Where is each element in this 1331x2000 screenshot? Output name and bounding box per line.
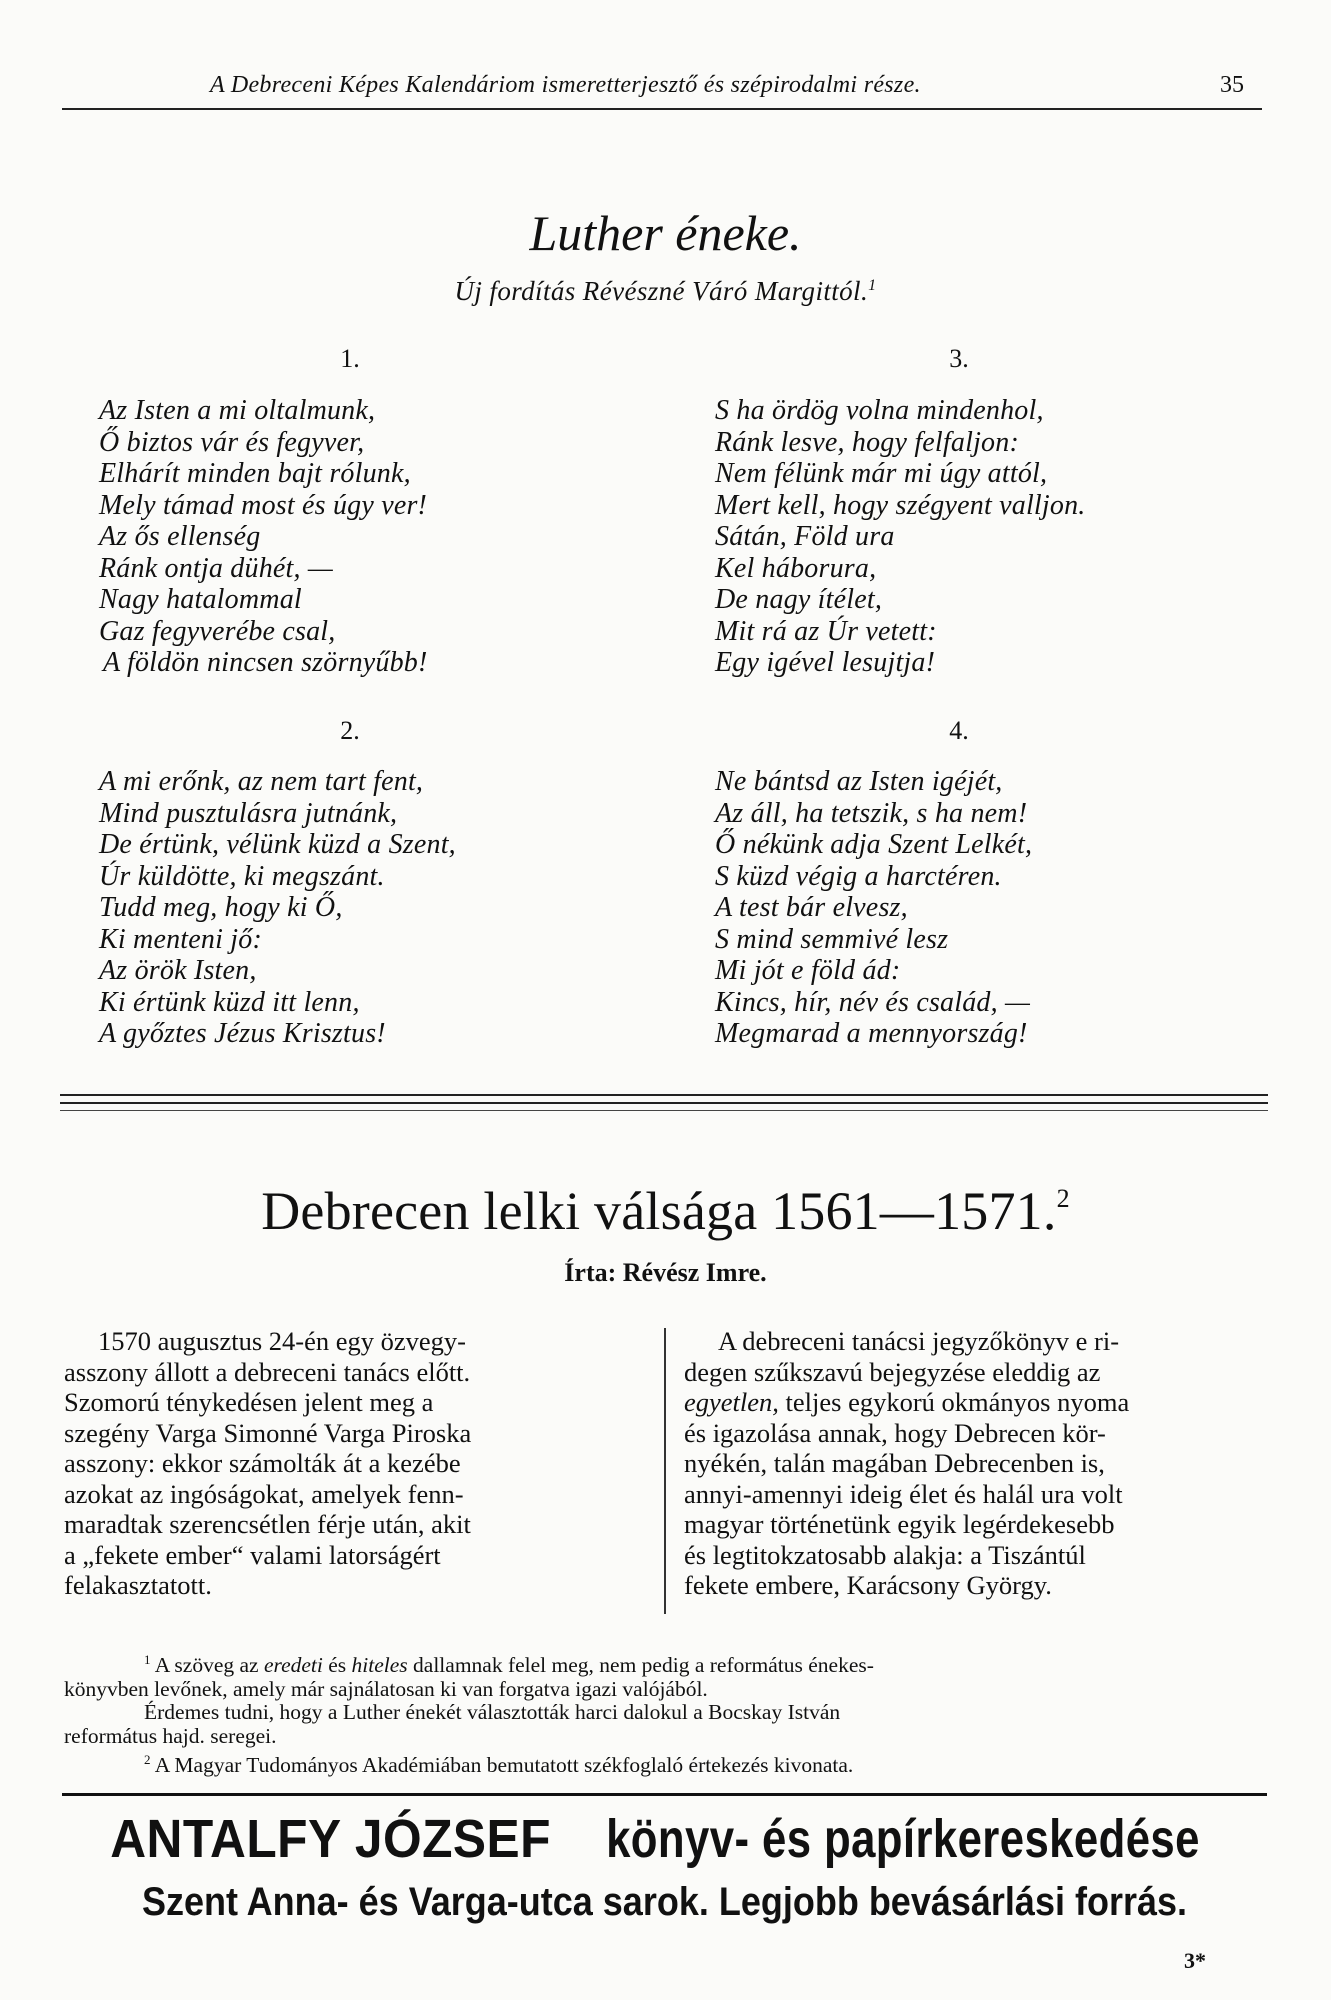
text-fragment: A Magyar Tudományos Akadémiában bemutatott székfoglaló értekezés kivonata. — [150, 1753, 854, 1778]
text-line: magyar történetünk egyik legérdekesebb — [684, 1509, 1115, 1539]
verse-line: Ránk ontja dühét, — — [99, 552, 333, 584]
text-line: felakasztatott. — [64, 1570, 212, 1600]
byline-label: Írta: — [564, 1258, 617, 1287]
stanza-number-1: 1. — [340, 344, 360, 373]
poem-title: Luther éneke. — [529, 205, 802, 261]
text-line: asszony: ekkor számolták át a kezébe — [64, 1448, 461, 1478]
verse-line: Tudd meg, hogy ki Ő, — [99, 892, 343, 923]
poem-subtitle — [0, 276, 1331, 307]
verse-line: Mind pusztulásra jutnánk, — [99, 797, 398, 829]
footnote-1 — [64, 1648, 1269, 1678]
verse-line: Kel háborura, — [715, 552, 877, 584]
verse-line: Ő nékünk adja Szent Lelkét, — [715, 829, 1033, 860]
poem-subtitle-text: Új fordítás Révészné Váró Margittól. — [454, 276, 869, 306]
stanza-number-2: 2. — [340, 716, 360, 745]
text-line: A debreceni tanácsi jegyzőkönyv e ri- — [718, 1326, 1120, 1356]
advert-address: Szent Anna- és Varga-utca sarok. Legjobb bevásárlási forrás. — [141, 1880, 1188, 1924]
page-number: 35 — [1220, 72, 1244, 98]
text-line: Szomorú ténykedésen jelent meg a — [64, 1387, 434, 1417]
text-line: és igazolása annak, hogy Debrecen kör- — [684, 1417, 1106, 1448]
verse-line: S mind semmivé lesz — [715, 923, 949, 955]
footnote-line: Érdemes tudni, hogy a Luther énekét választották harci dalokul a Bocskay István — [144, 1700, 841, 1725]
stanza-number-3: 3. — [949, 344, 969, 373]
footnote-mark: 2 — [144, 1752, 151, 1768]
text-line: asszony állott a debreceni tanács előtt. — [64, 1356, 471, 1387]
byline-author: Révész Imre. — [622, 1258, 767, 1287]
verse-line: Úr küldötte, ki megszánt. — [99, 860, 385, 892]
text-line: nyékén, talán magában Debrecenben is, — [684, 1448, 1105, 1478]
text-line: fekete embere, Karácsony György. — [684, 1570, 1052, 1600]
verse-line: Nem félünk már mi úgy attól, — [715, 458, 1048, 489]
verse-line: Nagy hatalommal — [99, 584, 302, 615]
byline — [0, 1258, 1331, 1288]
verse-line: Sátán, Föld ura — [715, 521, 895, 552]
verse-line: Az áll, ha tetszik, s ha nem! — [715, 797, 1028, 829]
verse-line: S küzd végig a harctéren. — [715, 860, 1002, 892]
text-line: és legtitokzatosabb alakja: a Tiszántúl — [684, 1539, 1086, 1570]
emphasis: eredeti — [263, 1653, 323, 1678]
verse-line: Ő biztos vár és fegyver, — [99, 426, 365, 458]
verse-line: Gaz fegyverébe csal, — [99, 615, 336, 647]
stanza-4 — [715, 766, 1032, 1050]
text-line — [684, 1387, 1274, 1418]
verse-line: Mit rá az Úr vetett: — [715, 615, 937, 647]
text-fragment: teljes egykorú okmányos nyoma — [778, 1387, 1130, 1417]
verse-line: Mely támad most és úgy ver! — [99, 489, 428, 521]
text-line: maradtak szerencsétlen férje után, akit — [64, 1509, 471, 1539]
article-column-2 — [684, 1326, 1274, 1601]
emphasis: egyetlen, — [684, 1387, 779, 1417]
verse-line: Egy igével lesujtja! — [715, 647, 936, 678]
verse-line: Ki értünk küzd itt lenn, — [99, 986, 360, 1018]
footnote-line: református hajd. seregei. — [64, 1723, 277, 1748]
verse-line: Az ős ellenség — [99, 521, 261, 552]
verse-line: Mert kell, hogy szégyent valljon. — [715, 489, 1086, 521]
text-line: azokat az ingóságokat, amelyek fenn- — [64, 1478, 464, 1509]
emphasis: hiteles — [351, 1653, 408, 1678]
text-fragment: A szöveg az — [150, 1653, 264, 1678]
section-rule-top — [60, 1094, 1268, 1096]
verse-line: Kincs, hír, név és család, — — [715, 986, 1031, 1018]
verse-line: De értünk, vélünk küzd a Szent, — [99, 829, 456, 860]
footnotes — [64, 1648, 1269, 1778]
text-line: degen szűkszavú bejegyzése eleddig az — [684, 1356, 1101, 1387]
footnote-line: könyvben levőnek, amely már sajnálatosan ki van forgatva igazi valójából. — [64, 1676, 708, 1701]
advert-name: ANTALFY JÓZSEF — [110, 1809, 551, 1869]
signature-mark: 3* — [1184, 1948, 1206, 1973]
advert-business: könyv- és papírkereskedése — [605, 1809, 1200, 1869]
footnote-mark: 1 — [144, 1652, 151, 1667]
poem-subtitle-note: 1 — [868, 277, 877, 294]
verse-line: A test bár elvesz, — [715, 892, 908, 923]
text-line: a „fekete ember“ valami latorságért — [64, 1539, 441, 1570]
advert-rule — [62, 1793, 1267, 1796]
header-rule — [62, 108, 1262, 110]
verse-line: Elhárít minden bajt rólunk, — [99, 458, 411, 489]
verse-line: Ne bántsd az Isten igéjét, — [715, 766, 1003, 797]
footnote-2 — [64, 1748, 1269, 1778]
stanza-number-4: 4. — [949, 716, 969, 745]
verse-line: A győztes Jézus Krisztus! — [99, 1018, 386, 1049]
verse-line: A földön nincsen szörnyűbb! — [103, 647, 428, 678]
text-line: 1570 augusztus 24-én egy özvegy- — [98, 1326, 466, 1356]
verse-line: Az örök Isten, — [99, 955, 257, 986]
verse-line: De nagy ítélet, — [715, 584, 883, 615]
article-title-text: Debrecen lelki válsága 1561—1571. — [261, 1181, 1057, 1241]
article-column-1 — [64, 1326, 646, 1601]
text-line: szegény Varga Simonné Varga Piroska — [64, 1417, 472, 1448]
text-fragment: és — [322, 1653, 352, 1678]
stanza-2 — [99, 766, 456, 1050]
text-fragment: dallamnak felel meg, nem pedig a református énekes- — [407, 1653, 874, 1678]
verse-line: Ránk lesve, hogy felfaljon: — [715, 426, 1019, 458]
column-divider — [664, 1328, 666, 1614]
verse-line: Mi jót e föld ád: — [715, 955, 901, 986]
verse-line: A mi erőnk, az nem tart fent, — [99, 766, 424, 797]
verse-line: S ha ördög volna mindenhol, — [715, 395, 1044, 426]
advert-headline — [110, 1808, 1219, 1870]
running-header — [0, 72, 1331, 112]
verse-line: Ki menteni jő: — [99, 923, 262, 955]
text-line: annyi-amennyi ideig élet és halál ura volt — [684, 1478, 1123, 1509]
article-title-note: 2 — [1056, 1184, 1070, 1213]
stanza-3 — [715, 395, 1086, 679]
section-rule-thin — [60, 1110, 1268, 1111]
stanza-1 — [99, 395, 428, 679]
verse-line: Megmarad a mennyország! — [715, 1018, 1028, 1049]
running-title: A Debreceni Képes Kalendáriom ismeretterjesztő és szépirodalmi része. — [210, 72, 921, 98]
article-title — [0, 1180, 1331, 1242]
section-rule-bottom — [60, 1102, 1268, 1104]
verse-line: Az Isten a mi oltalmunk, — [99, 395, 376, 426]
